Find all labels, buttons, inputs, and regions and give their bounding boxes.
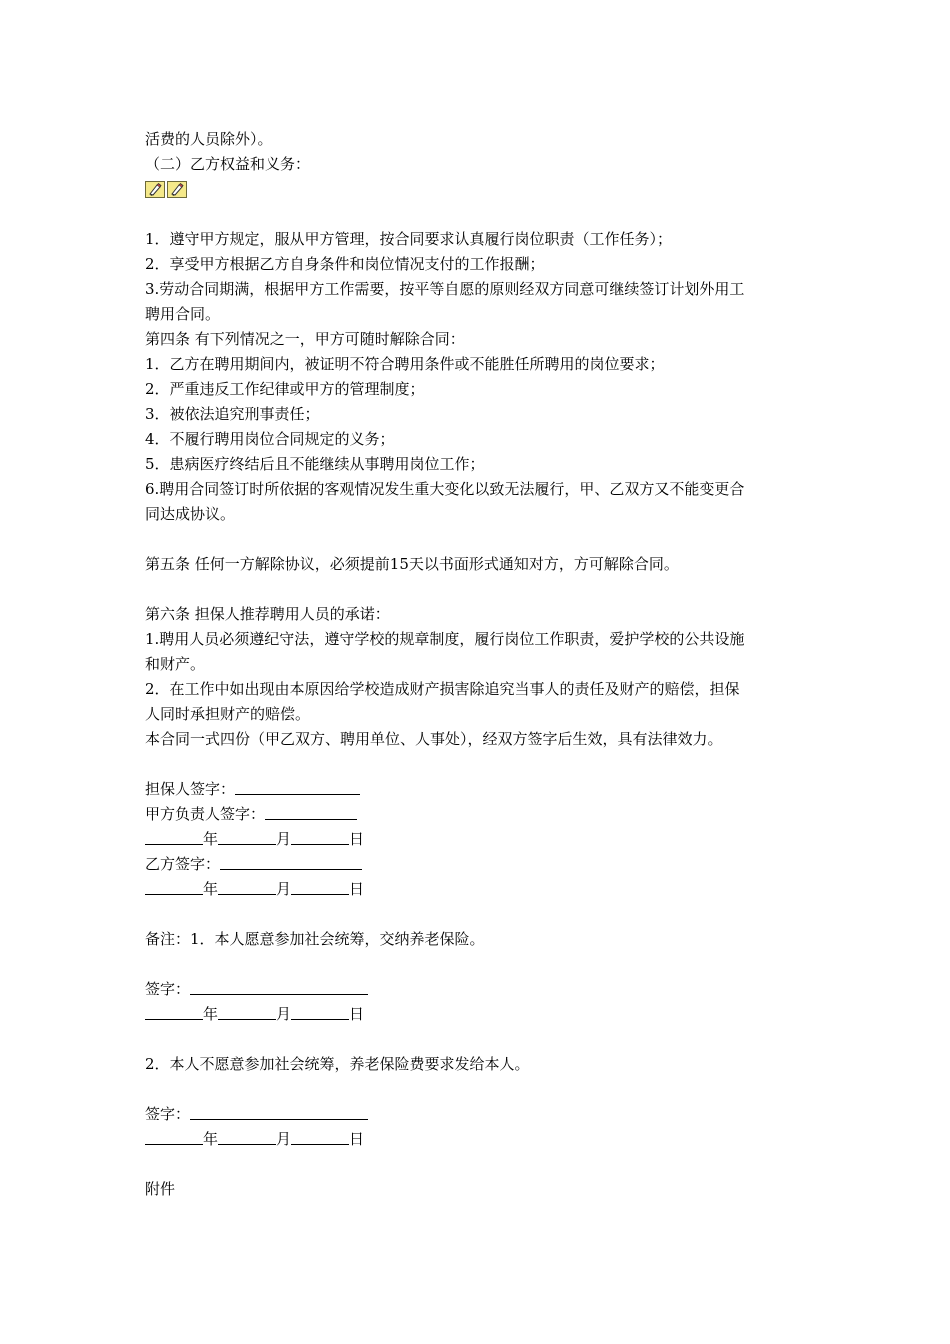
month-label: 月 (276, 830, 292, 848)
day-label: 日 (349, 1005, 365, 1023)
date-row (145, 827, 815, 852)
list-item: 3.劳动合同期满，根据甲方工作需要，按平等自愿的原则经双方同意可继续签订计划外用工 (145, 280, 745, 298)
party-a-leader-signature-row (145, 802, 815, 827)
party-b-label: 乙方签字： (145, 855, 221, 873)
day-label: 日 (349, 830, 365, 848)
year-blank[interactable] (145, 1004, 203, 1020)
day-blank[interactable] (291, 879, 349, 895)
list-item: 1．乙方在聘用期间内，被证明不符合聘用条件或不能胜任所聘用的岗位要求； (145, 355, 665, 373)
text-line: 人同时承担财产的赔偿。 (145, 705, 311, 723)
month-blank[interactable] (218, 829, 276, 845)
party-b-signature-row (145, 852, 815, 877)
article-heading: 第四条 有下列情况之一，甲方可随时解除合同： (145, 330, 465, 348)
article-heading: 第六条 担保人推荐聘用人员的承诺： (145, 605, 390, 623)
month-blank[interactable] (218, 1004, 276, 1020)
attachment-label: 附件 (145, 1180, 176, 1198)
text-line: 聘用合同。 (145, 305, 221, 323)
list-item: 5．患病医疗终结后且不能继续从事聘用岗位工作； (145, 455, 485, 473)
year-label: 年 (203, 880, 219, 898)
month-label: 月 (276, 1005, 292, 1023)
document-page (145, 127, 815, 1202)
day-label: 日 (349, 880, 365, 898)
day-label: 日 (349, 1130, 365, 1148)
month-blank[interactable] (218, 1129, 276, 1145)
guarantor-signature-row (145, 777, 815, 802)
list-item: 4．不履行聘用岗位合同规定的义务； (145, 430, 395, 448)
day-blank[interactable] (291, 829, 349, 845)
year-blank[interactable] (145, 879, 203, 895)
sign-label: 签字： (145, 1105, 191, 1123)
text-line: 活费的人员除外）。 (145, 130, 273, 148)
signature-blank[interactable] (190, 1104, 368, 1120)
signature-blank[interactable] (235, 779, 360, 795)
note-item: 2．本人不愿意参加社会统筹，养老保险费要求发给本人。 (145, 1055, 530, 1073)
guarantor-label: 担保人签字： (145, 780, 236, 798)
party-a-leader-label: 甲方负责人签字： (145, 805, 266, 823)
year-label: 年 (203, 830, 219, 848)
date-row (145, 1002, 815, 1027)
icon-group (145, 177, 815, 202)
date-row (145, 877, 815, 902)
month-label: 月 (276, 1130, 292, 1148)
year-label: 年 (203, 1130, 219, 1148)
day-blank[interactable] (291, 1004, 349, 1020)
date-row (145, 1127, 815, 1152)
note-item: 备注：1．本人愿意参加社会统筹，交纳养老保险。 (145, 930, 485, 948)
text-line: 本合同一式四份（甲乙双方、聘用单位、人事处），经双方签字后生效，具有法律效力。 (145, 730, 723, 748)
list-item: 1.聘用人员必须遵纪守法，遵守学校的规章制度，履行岗位工作职责，爱护学校的公共设施 (145, 630, 745, 648)
day-blank[interactable] (291, 1129, 349, 1145)
text-line: 同达成协议。 (145, 505, 236, 523)
sign-row (145, 977, 815, 1002)
sign-row (145, 1102, 815, 1127)
year-label: 年 (203, 1005, 219, 1023)
signature-blank[interactable] (265, 804, 357, 820)
month-blank[interactable] (218, 879, 276, 895)
list-item: 3．被依法追究刑事责任； (145, 405, 320, 423)
signature-blank[interactable] (220, 854, 362, 870)
year-blank[interactable] (145, 1129, 203, 1145)
sign-label: 签字： (145, 980, 191, 998)
signature-blank[interactable] (190, 979, 368, 995)
section-heading: （二）乙方权益和义务： (145, 155, 311, 173)
article-heading: 第五条 任何一方解除协议，必须提前15天以书面形式通知对方，方可解除合同。 (145, 555, 679, 573)
year-blank[interactable] (145, 829, 203, 845)
text-line: 和财产。 (145, 655, 206, 673)
month-label: 月 (276, 880, 292, 898)
list-item: 6.聘用合同签订时所依据的客观情况发生重大变化以致无法履行，甲、乙双方又不能变更合 (145, 480, 745, 498)
pencil-icon[interactable] (145, 181, 165, 198)
list-item: 1．遵守甲方规定，服从甲方管理，按合同要求认真履行岗位职责（工作任务）； (145, 230, 673, 248)
pencil-icon[interactable] (167, 181, 187, 198)
list-item: 2．在工作中如出现由本原因给学校造成财产损害除追究当事人的责任及财产的赔偿，担保 (145, 680, 740, 698)
list-item: 2．享受甲方根据乙方自身条件和岗位情况支付的工作报酬； (145, 255, 545, 273)
list-item: 2．严重违反工作纪律或甲方的管理制度； (145, 380, 425, 398)
